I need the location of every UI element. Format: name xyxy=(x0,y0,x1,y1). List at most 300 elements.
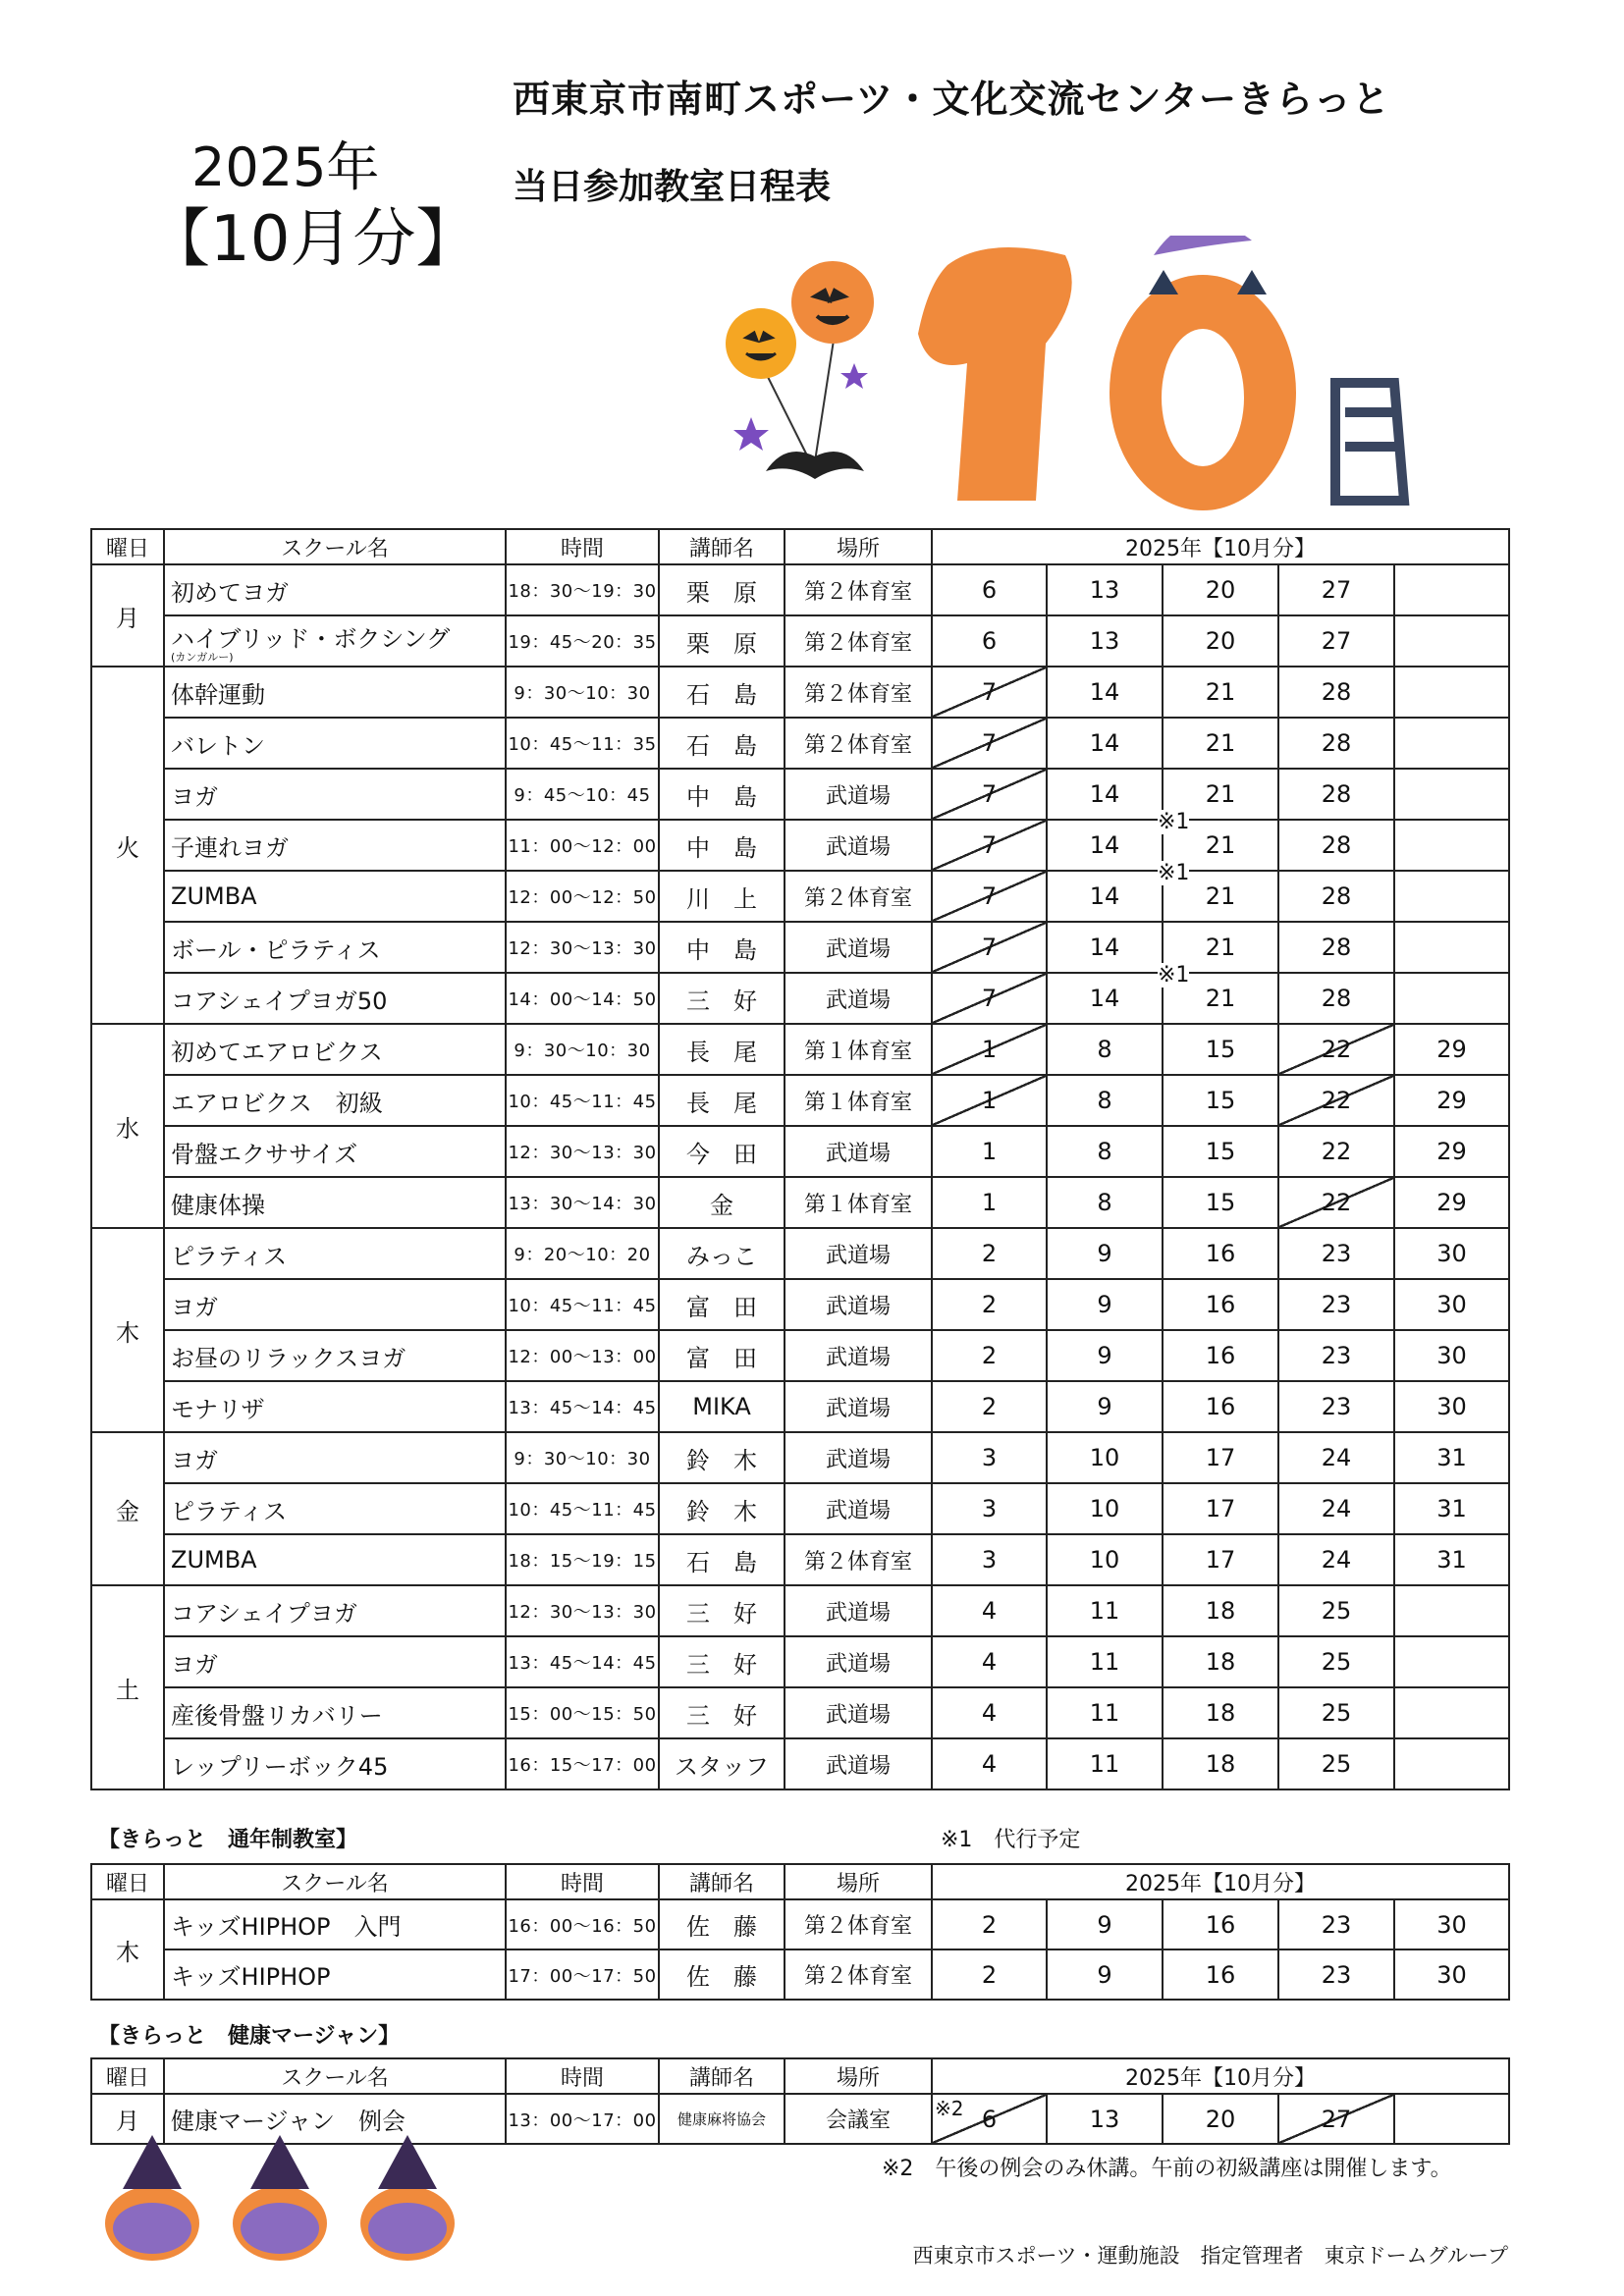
header-month: 2025年【10月分】 xyxy=(932,529,1509,564)
footer-operator: 西東京市スポーツ・運動施設 指定管理者 東京ドームグループ xyxy=(912,2244,1508,2268)
date-cell xyxy=(1047,973,1163,1024)
date-value: 7 xyxy=(981,678,998,706)
date-cell xyxy=(1047,922,1163,973)
class-row xyxy=(91,1483,1509,1534)
date-value: 9 xyxy=(1097,1240,1112,1267)
date-value: 8 xyxy=(1097,1189,1112,1216)
header-time: 時間 xyxy=(506,529,659,564)
instructor-cell: MIKA xyxy=(659,1381,785,1432)
date-value: 22 xyxy=(1321,1087,1352,1114)
header-month: 2025年【10月分】 xyxy=(932,1864,1509,1899)
date-cell xyxy=(1047,1534,1163,1585)
date-cell xyxy=(1047,871,1163,922)
class-row xyxy=(91,1279,1509,1330)
date-cell xyxy=(1394,718,1509,769)
date-value: 16 xyxy=(1205,1393,1236,1420)
date-value: 18 xyxy=(1205,1597,1236,1625)
class-name-cell xyxy=(164,1687,506,1738)
time-cell: 12：30〜13：30 xyxy=(506,1585,659,1636)
date-cell xyxy=(1047,1432,1163,1483)
date-cell xyxy=(1047,564,1163,615)
class-row xyxy=(91,1330,1509,1381)
class-name: ZUMBA xyxy=(171,1546,257,1574)
date-value: 18 xyxy=(1205,1699,1236,1727)
date-cell xyxy=(1278,1899,1394,1949)
date-cell xyxy=(1394,1687,1509,1738)
instructor-cell: 三 好 xyxy=(659,1636,785,1687)
class-name-cell xyxy=(164,1126,506,1177)
place-cell: 第２体育室 xyxy=(785,667,932,718)
class-row xyxy=(91,1177,1509,1228)
instructor-cell: スタッフ xyxy=(659,1738,785,1789)
time-cell: 12：30〜13：30 xyxy=(506,1126,659,1177)
date-value: 31 xyxy=(1436,1546,1467,1574)
date-cell xyxy=(1163,2094,1278,2144)
date-cell xyxy=(1394,1126,1509,1177)
pumpkin-donut-icon xyxy=(233,2135,327,2261)
date-cell xyxy=(1163,1126,1278,1177)
date-value: 30 xyxy=(1436,1960,1467,1989)
time-cell: 9：30〜10：30 xyxy=(506,1432,659,1483)
header-row xyxy=(91,2058,1509,2094)
day-cell: 木 xyxy=(91,1228,164,1432)
date-cell xyxy=(1047,1738,1163,1789)
date-cell xyxy=(1047,1177,1163,1228)
date-value: 23 xyxy=(1321,1960,1352,1989)
class-name-cell xyxy=(164,1228,506,1279)
place-cell: 第２体育室 xyxy=(785,1949,932,2000)
date-cell xyxy=(1163,1024,1278,1075)
date-cell xyxy=(1158,922,1278,988)
date-cell xyxy=(932,1949,1047,2000)
date-cell xyxy=(1278,1381,1394,1432)
class-name: 子連れヨガ xyxy=(171,833,289,862)
date-cell xyxy=(932,564,1047,615)
date-cell xyxy=(1163,1279,1278,1330)
date-cell xyxy=(1047,667,1163,718)
date-value: 4 xyxy=(981,1699,998,1727)
date-value: 23 xyxy=(1321,1342,1352,1369)
date-value: 24 xyxy=(1321,1495,1352,1522)
class-row xyxy=(91,922,1509,973)
date-value: 2 xyxy=(981,1910,998,1939)
class-name: 体幹運動 xyxy=(171,680,265,709)
main-schedule-table xyxy=(90,528,1510,1790)
date-cell xyxy=(1278,1228,1394,1279)
date-value: 2 xyxy=(981,1291,998,1318)
date-value: 23 xyxy=(1321,1910,1352,1939)
header-school-name: スクール名 xyxy=(164,529,506,564)
date-value: 27 xyxy=(1321,627,1352,655)
class-row xyxy=(91,718,1509,769)
header-instructor: 講師名 xyxy=(659,2058,785,2094)
class-name-cell xyxy=(164,1534,506,1585)
day-cell: 土 xyxy=(91,1585,164,1789)
note-cancellation: ※2 午後の例会のみ休講。午前の初級講座は開催します。 xyxy=(882,2157,1452,2181)
date-value: 28 xyxy=(1321,882,1352,910)
date-cell xyxy=(1163,1534,1278,1585)
class-name: 骨盤エクササイズ xyxy=(171,1140,358,1168)
place-cell: 武道場 xyxy=(785,1381,932,1432)
date-value: 9 xyxy=(1097,1393,1112,1420)
date-cell xyxy=(1163,564,1278,615)
class-name: モナリザ xyxy=(171,1395,265,1423)
date-cell xyxy=(1047,1126,1163,1177)
date-value: 20 xyxy=(1205,576,1236,604)
class-row xyxy=(91,1899,1509,1949)
date-cell xyxy=(1278,1585,1394,1636)
class-row xyxy=(91,1381,1509,1432)
place-cell: 第１体育室 xyxy=(785,1075,932,1126)
date-value: 8 xyxy=(1097,1138,1112,1165)
class-name-cell xyxy=(164,1636,506,1687)
class-row xyxy=(91,564,1509,615)
date-value: 2 xyxy=(981,1240,998,1267)
date-cell xyxy=(932,1899,1047,1949)
instructor-cell: 佐 藤 xyxy=(659,1899,785,1949)
instructor-cell: 三 好 xyxy=(659,1585,785,1636)
date-cell xyxy=(1394,667,1509,718)
date-value: 2 xyxy=(981,1342,998,1369)
day-cell: 月 xyxy=(91,2094,164,2144)
date-cell xyxy=(932,1381,1047,1432)
date-value: 14 xyxy=(1089,985,1120,1012)
date-value: 7 xyxy=(981,831,998,859)
date-value: 7 xyxy=(981,882,998,910)
date-cell-cancelled xyxy=(932,1075,1047,1126)
day-cell: 木 xyxy=(91,1899,164,2000)
time-cell: 13：45〜14：45 xyxy=(506,1381,659,1432)
date-cell-cancelled xyxy=(1278,1075,1394,1126)
date-value: 21 xyxy=(1205,729,1236,757)
place-cell: 武道場 xyxy=(785,1483,932,1534)
date-value: 28 xyxy=(1321,985,1352,1012)
place-cell: 第２体育室 xyxy=(785,1899,932,1949)
class-name-cell xyxy=(164,1483,506,1534)
date-value: 16 xyxy=(1205,1342,1236,1369)
date-cell xyxy=(1394,1075,1509,1126)
class-name: キッズHIPHOP 入門 xyxy=(171,1913,402,1941)
pumpkin-ten-icon xyxy=(918,236,1404,510)
class-name: お昼のリラックスヨガ xyxy=(171,1344,406,1372)
class-name-cell xyxy=(164,1738,506,1789)
date-cell xyxy=(1394,922,1509,973)
instructor-cell: 三 好 xyxy=(659,973,785,1024)
date-cell xyxy=(1163,1899,1278,1949)
class-name-cell xyxy=(164,1075,506,1126)
section-year-round-label: 【きらっと 通年制教室】 xyxy=(98,1828,358,1852)
date-value: 17 xyxy=(1205,1495,1236,1522)
date-cell xyxy=(1047,718,1163,769)
date-cell xyxy=(1394,1534,1509,1585)
date-cell xyxy=(1163,1738,1278,1789)
date-cell xyxy=(1278,1738,1394,1789)
place-cell: 武道場 xyxy=(785,1228,932,1279)
date-value: 24 xyxy=(1321,1546,1352,1574)
date-cell xyxy=(1278,871,1394,922)
class-row xyxy=(91,1636,1509,1687)
date-value: 6 xyxy=(981,627,998,655)
date-value: 22 xyxy=(1321,1036,1352,1063)
instructor-cell: 富 田 xyxy=(659,1279,785,1330)
instructor-cell: 石 島 xyxy=(659,718,785,769)
class-row xyxy=(91,1126,1509,1177)
date-value: 27 xyxy=(1321,576,1352,604)
section-mahjong-label: 【きらっと 健康マージャン】 xyxy=(98,2024,401,2049)
place-cell: 武道場 xyxy=(785,1585,932,1636)
date-cell xyxy=(1047,820,1163,871)
date-value: 21 xyxy=(1205,934,1236,961)
class-name-cell xyxy=(164,1899,506,1949)
date-cell xyxy=(1163,1381,1278,1432)
date-cell xyxy=(1394,615,1509,667)
class-name: 健康体操 xyxy=(171,1191,265,1219)
date-cell xyxy=(1278,1330,1394,1381)
date-cell xyxy=(1278,1534,1394,1585)
date-value: 14 xyxy=(1089,831,1120,859)
date-cell xyxy=(1278,922,1394,973)
class-name: ピラティス xyxy=(171,1242,288,1270)
class-name-cell xyxy=(164,1949,506,2000)
year-title: 2025年 xyxy=(191,136,380,198)
header-day: 曜日 xyxy=(91,2058,164,2094)
time-cell: 19：45〜20：35 xyxy=(506,615,659,667)
date-cell-cancelled xyxy=(932,820,1047,871)
place-cell: 第１体育室 xyxy=(785,1177,932,1228)
date-cell-cancelled xyxy=(1278,1177,1394,1228)
date-cell xyxy=(1163,1585,1278,1636)
class-name-cell xyxy=(164,1024,506,1075)
date-value: 14 xyxy=(1089,729,1120,757)
date-value: 11 xyxy=(1089,1699,1120,1727)
date-cell xyxy=(1278,615,1394,667)
substitute-mark: ※1 xyxy=(1158,963,1190,988)
bat-balloons-icon xyxy=(726,261,874,479)
date-cell xyxy=(1278,718,1394,769)
date-cell-cancelled xyxy=(932,769,1047,820)
place-cell: 武道場 xyxy=(785,1738,932,1789)
header-month: 2025年【10月分】 xyxy=(932,2058,1509,2094)
date-cell xyxy=(1047,1279,1163,1330)
date-value: 9 xyxy=(1097,1342,1112,1369)
date-value: 23 xyxy=(1321,1393,1352,1420)
date-value: 14 xyxy=(1089,934,1120,961)
time-cell: 9：20〜10：20 xyxy=(506,1228,659,1279)
date-cell xyxy=(932,1585,1047,1636)
date-cell xyxy=(1047,1949,1163,2000)
class-row xyxy=(91,1738,1509,1789)
date-cell xyxy=(932,1432,1047,1483)
date-value: 16 xyxy=(1205,1910,1236,1939)
date-value: 28 xyxy=(1321,780,1352,808)
instructor-cell: 栗 原 xyxy=(659,564,785,615)
date-value: 9 xyxy=(1097,1910,1112,1939)
year-round-schedule-table xyxy=(90,1863,1510,2001)
date-cell xyxy=(932,1279,1047,1330)
class-name: エアロビクス 初級 xyxy=(171,1089,383,1117)
class-name: 産後骨盤リカバリー xyxy=(171,1701,383,1730)
date-cell xyxy=(1278,1432,1394,1483)
date-cell xyxy=(1278,1687,1394,1738)
date-value: 1 xyxy=(981,1189,998,1216)
date-cell xyxy=(1278,1126,1394,1177)
class-name-cell xyxy=(164,1432,506,1483)
time-cell: 16：15〜17：00 xyxy=(506,1738,659,1789)
class-name-cell xyxy=(164,1585,506,1636)
date-cell-cancelled xyxy=(932,922,1047,973)
header-row xyxy=(91,1864,1509,1899)
substitute-mark: ※1 xyxy=(1158,810,1190,834)
date-cell xyxy=(932,1126,1047,1177)
place-cell: 武道場 xyxy=(785,769,932,820)
date-cell xyxy=(1278,667,1394,718)
class-row xyxy=(91,769,1509,820)
date-value: 9 xyxy=(1097,1291,1112,1318)
pumpkin-donut-icon xyxy=(105,2135,199,2261)
date-cell xyxy=(1047,1024,1163,1075)
instructor-cell: 三 好 xyxy=(659,1687,785,1738)
class-name-cell xyxy=(164,871,506,922)
date-cell xyxy=(1047,1075,1163,1126)
date-cell xyxy=(1278,973,1394,1024)
substitute-mark: ※1 xyxy=(1158,861,1190,885)
place-cell: 第１体育室 xyxy=(785,1024,932,1075)
date-value: 21 xyxy=(1205,831,1236,859)
place-cell: 武道場 xyxy=(785,1126,932,1177)
date-cell xyxy=(932,1738,1047,1789)
date-value: 7 xyxy=(981,934,998,961)
date-cell xyxy=(1047,1483,1163,1534)
date-cell xyxy=(932,1687,1047,1738)
date-value: 31 xyxy=(1436,1495,1467,1522)
date-value: 30 xyxy=(1436,1342,1467,1369)
header-time: 時間 xyxy=(506,2058,659,2094)
date-cell xyxy=(1394,1381,1509,1432)
time-cell: 9：30〜10：30 xyxy=(506,1024,659,1075)
class-name: ZUMBA xyxy=(171,882,257,910)
header-place: 場所 xyxy=(785,529,932,564)
date-cell xyxy=(1278,1279,1394,1330)
date-cell xyxy=(1047,2094,1163,2144)
date-cell xyxy=(1394,1330,1509,1381)
date-cell xyxy=(1394,820,1509,871)
class-row xyxy=(91,1949,1509,2000)
date-value: 11 xyxy=(1089,1597,1120,1625)
class-row xyxy=(91,1075,1509,1126)
date-value: 8 xyxy=(1097,1036,1112,1063)
place-cell: 武道場 xyxy=(785,1687,932,1738)
date-cell-cancelled xyxy=(932,973,1047,1024)
date-cell xyxy=(1278,1483,1394,1534)
date-cell xyxy=(1163,1687,1278,1738)
date-cell xyxy=(1163,667,1278,718)
date-cell xyxy=(1394,1585,1509,1636)
date-cell xyxy=(1047,1330,1163,1381)
date-value: 16 xyxy=(1205,1960,1236,1989)
class-name: ピラティス xyxy=(171,1497,288,1525)
date-value: 6 xyxy=(981,2105,998,2133)
time-cell: 13：00〜17：00 xyxy=(506,2094,659,2144)
date-value: 4 xyxy=(981,1597,998,1625)
date-cell xyxy=(1394,1636,1509,1687)
date-value: 30 xyxy=(1436,1240,1467,1267)
date-cell xyxy=(1163,871,1278,922)
class-name: ヨガ xyxy=(171,1650,218,1679)
class-name: ヨガ xyxy=(171,1446,218,1474)
date-value: 21 xyxy=(1205,678,1236,706)
date-cell xyxy=(1047,1228,1163,1279)
date-cell xyxy=(1394,1432,1509,1483)
date-cell xyxy=(1158,820,1278,885)
date-value: 28 xyxy=(1321,934,1352,961)
date-value: 3 xyxy=(981,1546,998,1574)
date-cell-cancelled xyxy=(1278,2094,1394,2144)
date-value: 11 xyxy=(1089,1648,1120,1676)
date-value: 16 xyxy=(1205,1240,1236,1267)
class-row xyxy=(91,973,1509,1024)
time-cell: 10：45〜11：45 xyxy=(506,1483,659,1534)
header-place: 場所 xyxy=(785,1864,932,1899)
class-name: ヨガ xyxy=(171,1293,218,1321)
instructor-cell: 石 島 xyxy=(659,1534,785,1585)
instructor-cell: 長 尾 xyxy=(659,1075,785,1126)
date-cell xyxy=(1394,1279,1509,1330)
date-value: 25 xyxy=(1321,1750,1352,1778)
date-value: 13 xyxy=(1089,627,1120,655)
time-cell: 14：00〜14：50 xyxy=(506,973,659,1024)
date-value: 30 xyxy=(1436,1910,1467,1939)
class-name-cell xyxy=(164,615,506,667)
date-value: 10 xyxy=(1089,1444,1120,1471)
date-value: 7 xyxy=(981,729,998,757)
time-cell: 11：00〜12：00 xyxy=(506,820,659,871)
date-cell xyxy=(1394,973,1509,1024)
date-value: 29 xyxy=(1436,1036,1467,1063)
date-value: 29 xyxy=(1436,1189,1467,1216)
date-cell xyxy=(1394,1228,1509,1279)
date-value: 20 xyxy=(1205,627,1236,655)
date-cell xyxy=(1163,1949,1278,2000)
class-row xyxy=(91,1585,1509,1636)
header-school-name: スクール名 xyxy=(164,1864,506,1899)
time-cell: 10：45〜11：45 xyxy=(506,1279,659,1330)
date-value: 4 xyxy=(981,1750,998,1778)
date-value: 7 xyxy=(981,985,998,1012)
place-cell: 第２体育室 xyxy=(785,718,932,769)
class-name: コアシェイプヨガ xyxy=(171,1599,357,1628)
place-cell: 武道場 xyxy=(785,1636,932,1687)
date-cell xyxy=(932,615,1047,667)
day-cell: 金 xyxy=(91,1432,164,1585)
date-value: 1 xyxy=(981,1087,998,1114)
date-cell xyxy=(1278,820,1394,871)
time-cell: 12：00〜13：00 xyxy=(506,1330,659,1381)
halloween-illustration xyxy=(707,236,1492,510)
date-cell-cancelled xyxy=(932,1024,1047,1075)
date-value: 28 xyxy=(1321,678,1352,706)
class-row xyxy=(91,1687,1509,1738)
date-value: 16 xyxy=(1205,1291,1236,1318)
date-cell xyxy=(1278,564,1394,615)
class-row xyxy=(91,615,1509,667)
instructor-cell: 中 島 xyxy=(659,769,785,820)
day-cell: 月 xyxy=(91,564,164,667)
date-value: 14 xyxy=(1089,882,1120,910)
date-value: 14 xyxy=(1089,678,1120,706)
date-cell xyxy=(1394,564,1509,615)
date-cell xyxy=(932,1228,1047,1279)
instructor-cell: 今 田 xyxy=(659,1126,785,1177)
